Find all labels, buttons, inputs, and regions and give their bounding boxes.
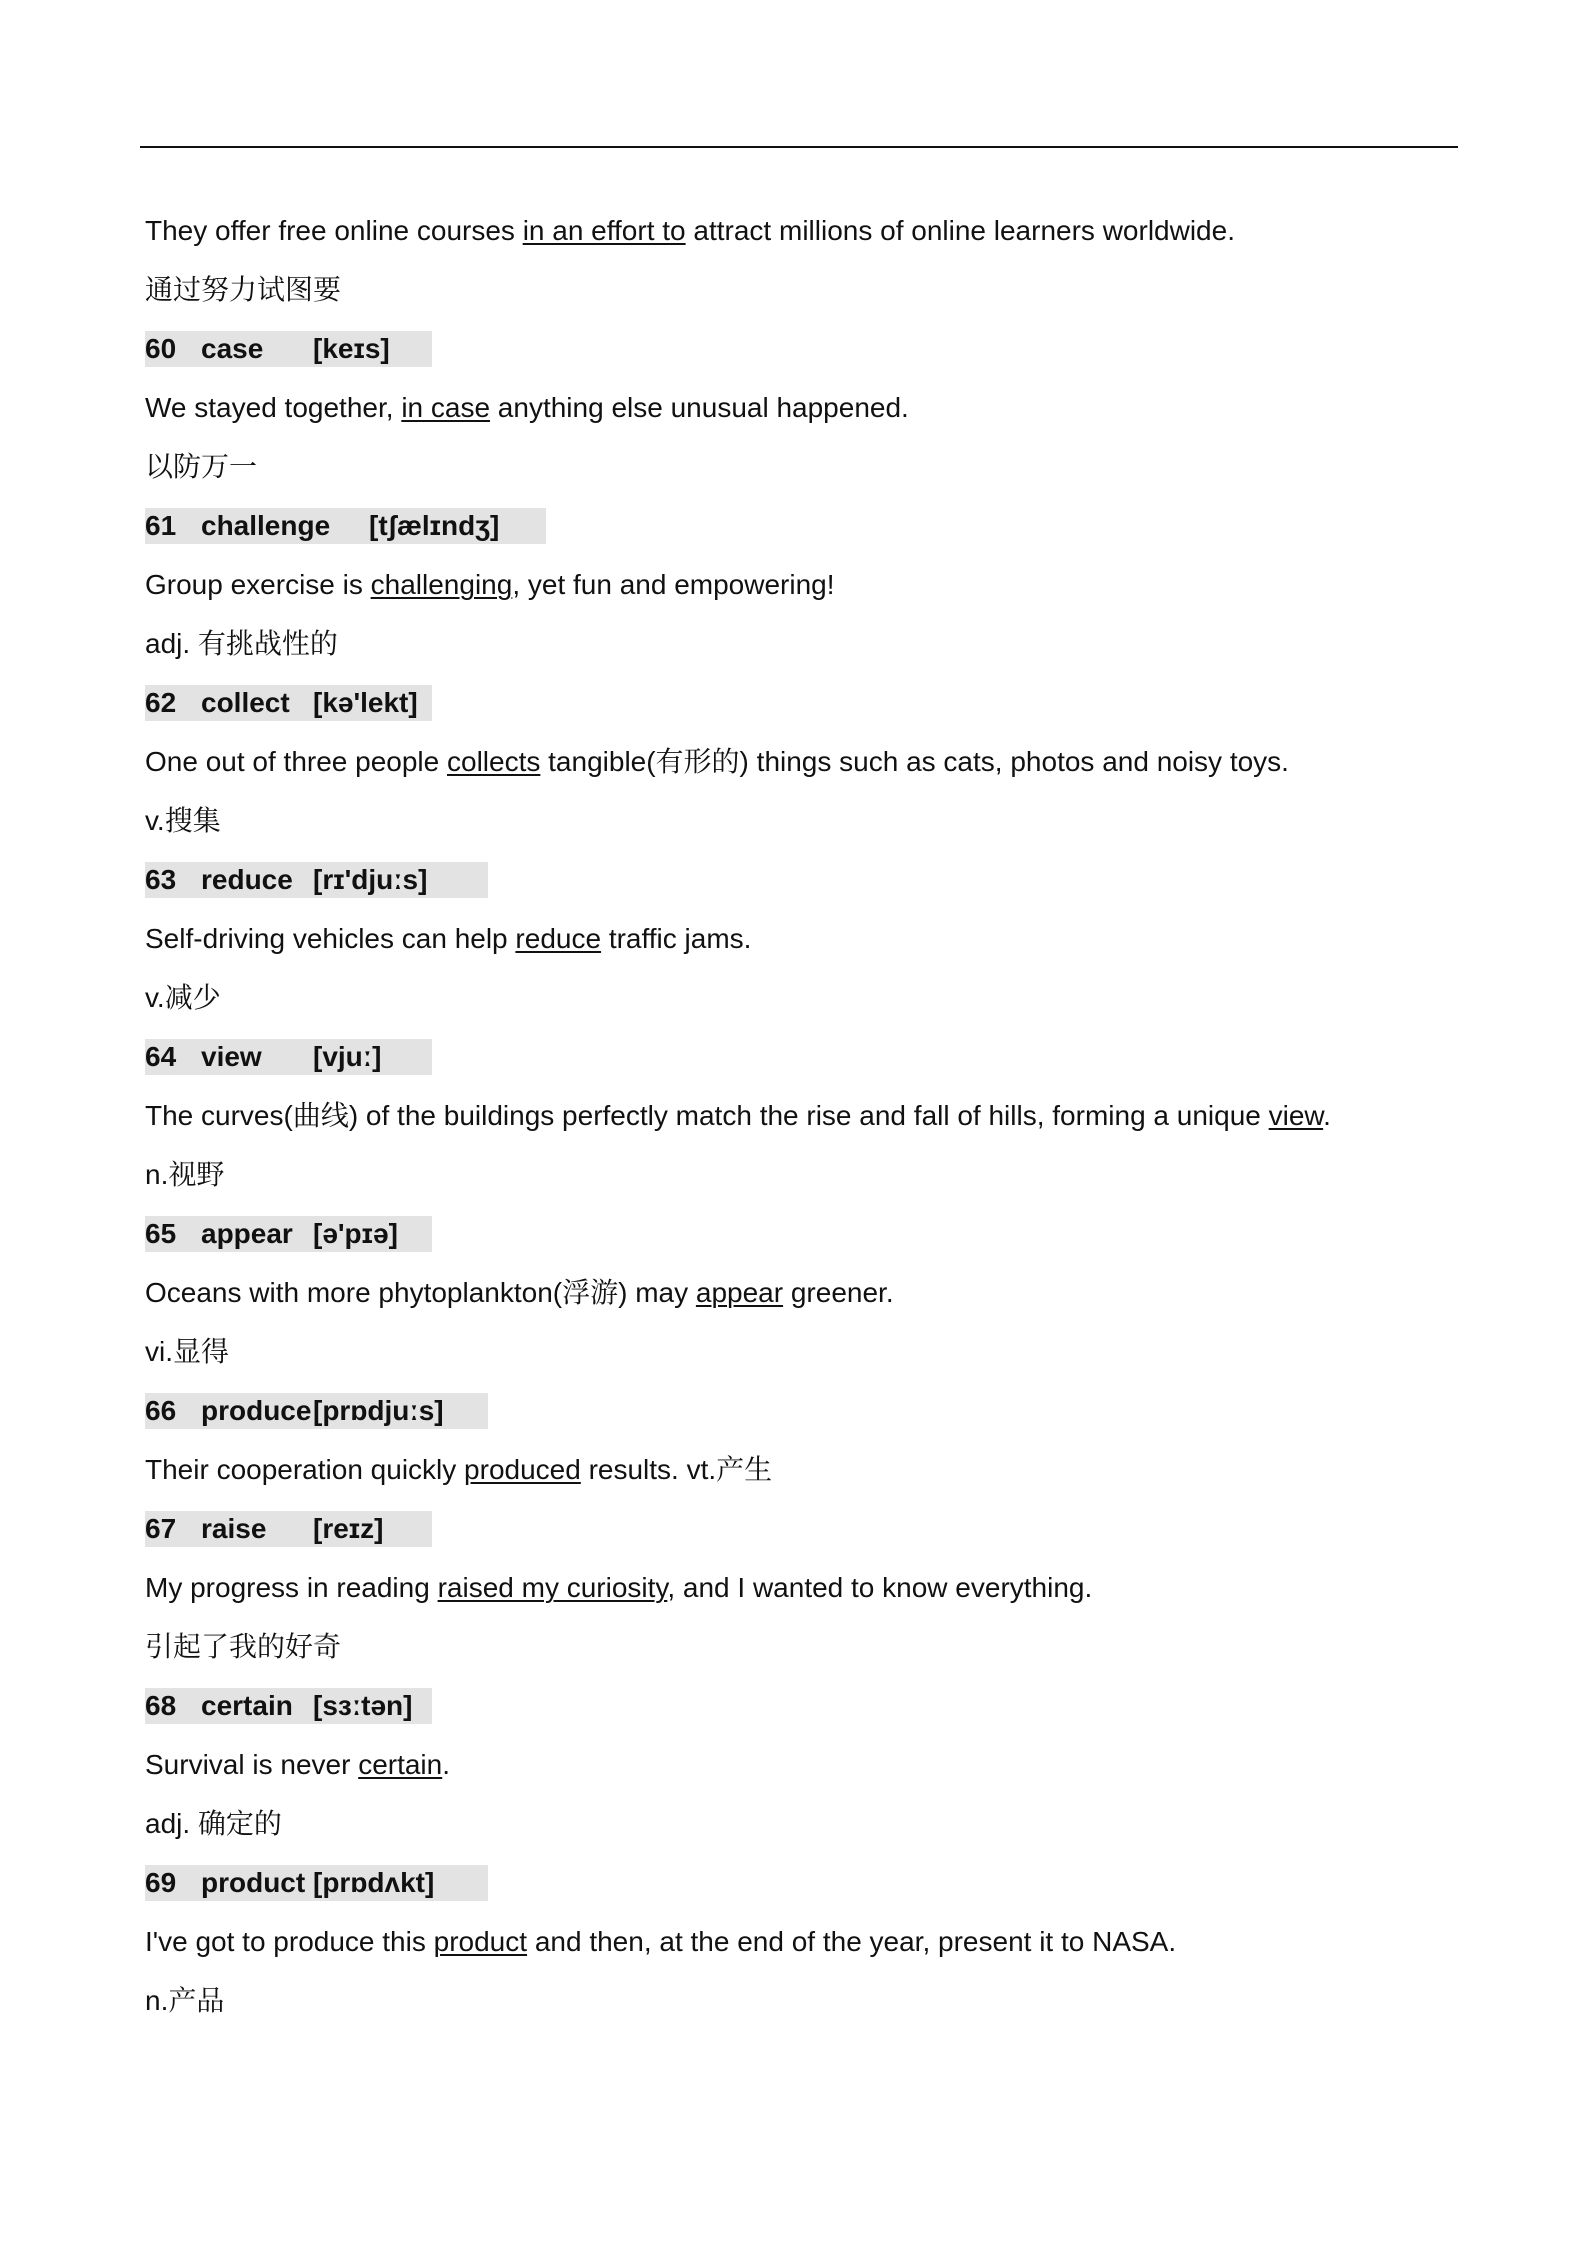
entry-phonetic: [sɜːtən] (313, 1690, 413, 1721)
entry-62-headword-row (145, 683, 1445, 742)
entry-67-gloss: 引起了我的好奇 (145, 1631, 342, 1662)
entry-phonetic: [ə'pɪə] (313, 1218, 398, 1249)
entry-69-example-sentence: I've got to produce this product and then, at the end of the year, present it to NASA. (145, 1926, 1177, 1957)
highlighted-phrase: in case (401, 392, 491, 423)
entry-number: 62 (145, 687, 177, 718)
entry-number: 65 (145, 1218, 177, 1249)
entry-69-gloss: n.产品 (145, 1985, 225, 2016)
entry-67-example-sentence: My progress in reading raised my curiosity, and I wanted to know everything. (145, 1572, 1093, 1603)
entry-61-gloss: adj. 有挑战性的 (145, 628, 338, 659)
headword-box (145, 1511, 432, 1547)
entry-63-gloss: v.减少 (145, 982, 221, 1013)
entry-65-headword-row (145, 1214, 1445, 1273)
entry-61-example-sentence: Group exercise is challenging, yet fun and empowering! (145, 569, 835, 600)
entry-phonetic: [tʃælɪndʒ] (369, 510, 500, 541)
entry-number: 63 (145, 864, 177, 895)
entry-phonetic: [prɒdjuːs] (313, 1395, 444, 1426)
entry-phonetic: [rɪ'djuːs] (313, 864, 428, 895)
entry-number: 67 (145, 1513, 177, 1544)
highlighted-phrase: appear (695, 1277, 784, 1308)
headword-box (145, 1393, 488, 1429)
highlighted-phrase: produced (464, 1454, 581, 1485)
entry-60-headword-row (145, 329, 1445, 388)
entry-number: 68 (145, 1690, 177, 1721)
headword-box (145, 508, 546, 544)
entry-word: reduce (201, 864, 293, 895)
entry-phonetic: [kə'lekt] (313, 687, 418, 718)
headword-box (145, 685, 432, 721)
headword-box (145, 331, 432, 367)
entry-64-gloss: n.视野 (145, 1159, 225, 1190)
entry-63-example-sentence: Self-driving vehicles can help reduce traffic jams. (145, 923, 752, 954)
entry-phonetic: [prɒdʌkt] (313, 1867, 435, 1898)
entry-number: 60 (145, 333, 177, 364)
entry-number: 66 (145, 1395, 177, 1426)
entry-61-headword-row (145, 506, 1445, 565)
entry-word: collect (201, 687, 290, 718)
highlighted-phrase: challenging (370, 569, 513, 600)
vocab-list (145, 211, 1445, 2040)
entry-62-gloss: v.搜集 (145, 805, 221, 836)
entry-68-example-sentence: Survival is never certain. (145, 1749, 451, 1780)
entry-word: view (201, 1041, 262, 1072)
entry-phonetic: [keɪs] (313, 333, 390, 364)
headword-box (145, 862, 488, 898)
entry-word: product (201, 1867, 306, 1898)
entry-number: 64 (145, 1041, 177, 1072)
header-rule (140, 146, 1458, 148)
highlighted-phrase: reduce (515, 923, 602, 954)
entry-66-example-sentence: Their cooperation quickly produced results. vt.产生 (145, 1454, 773, 1485)
entry-word: certain (201, 1690, 293, 1721)
entries (145, 329, 1445, 2040)
entry-64-headword-row (145, 1037, 1445, 1096)
highlighted-phrase: certain (358, 1749, 443, 1780)
entry-word: raise (201, 1513, 267, 1544)
entry-66-headword-row (145, 1391, 1445, 1450)
highlighted-phrase: view (1268, 1100, 1324, 1131)
highlighted-phrase: product (433, 1926, 528, 1957)
entry-62-example-sentence: One out of three people collects tangible(有形的) things such as cats, photos and noisy toys. (145, 746, 1289, 777)
headword-box (145, 1216, 432, 1252)
entry-63-headword-row (145, 860, 1445, 919)
entry-65-gloss: vi.显得 (145, 1336, 230, 1367)
entry-number: 61 (145, 510, 177, 541)
entry-word: case (201, 333, 264, 364)
entry-65-example-sentence: Oceans with more phytoplankton(浮游) may appear greener. (145, 1277, 894, 1308)
intro-gloss: 通过努力试图要 (145, 274, 342, 305)
entry-67-headword-row (145, 1509, 1445, 1568)
entry-64-example-sentence: The curves(曲线) of the buildings perfectly match the rise and fall of hills, forming a unique view. (145, 1100, 1331, 1131)
entry-60-example-sentence: We stayed together, in case anything else unusual happened. (145, 392, 909, 423)
entry-phonetic: [reɪz] (313, 1513, 384, 1544)
entry-number: 69 (145, 1867, 177, 1898)
headword-box (145, 1688, 432, 1724)
entry-word: produce (201, 1395, 312, 1426)
entry-68-headword-row (145, 1686, 1445, 1745)
entry-68-gloss: adj. 确定的 (145, 1808, 282, 1839)
highlighted-phrase: collects (447, 746, 541, 777)
entry-60-gloss: 以防万一 (145, 451, 258, 482)
highlighted-phrase: raised my curiosity (437, 1572, 668, 1603)
headword-box (145, 1039, 432, 1075)
entry-phonetic: [vjuː] (313, 1041, 382, 1072)
entry-word: challenge (201, 510, 331, 541)
intro-sentence: They offer free online courses in an effort to attract millions of online learners worldwide. (145, 215, 1235, 246)
entry-69-headword-row (145, 1863, 1445, 1922)
entry-word: appear (201, 1218, 293, 1249)
headword-box (145, 1865, 488, 1901)
